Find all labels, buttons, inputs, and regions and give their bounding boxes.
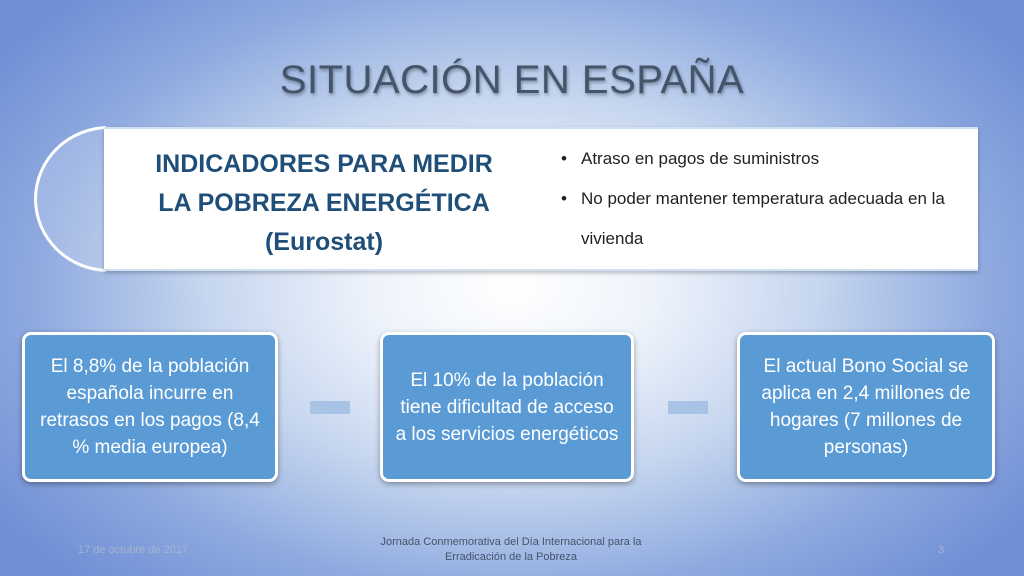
indicator-item: • No poder mantener temperatura adecuada en la vivienda <box>559 179 969 259</box>
indicators-heading-line-2: LA POBREZA ENERGÉTICA <box>158 189 490 217</box>
connector-dash <box>310 401 350 414</box>
indicator-item: • Atraso en pagos de suministros <box>559 139 969 179</box>
stat-box-access-difficulty <box>380 332 634 482</box>
footer-event-line-2: Erradicación de la Pobreza <box>444 551 578 563</box>
slide-number: 3 <box>938 544 945 556</box>
connector-dash <box>668 401 708 414</box>
stat-box-payment-delays <box>22 332 278 482</box>
indicators-panel <box>104 127 978 271</box>
indicators-list <box>559 139 969 259</box>
stat-box-text: El 8,8% de la población española incurre en retrasos en los pagos (8,4 % media europea) <box>40 356 260 458</box>
stat-box-text: El 10% de la población tiene dificultad de acceso a los servicios energéticos <box>395 369 619 445</box>
footer-event-line-1: Jornada Conmemorativa del Día Internacional para la <box>380 536 642 548</box>
footer-date: 17 de octubre de 2017 <box>78 544 189 556</box>
stat-box-text: El actual Bono Social se aplica en 2,4 millones de hogares (7 millones de personas) <box>761 356 971 458</box>
slide-title: SITUACIÓN EN ESPAÑA <box>279 58 745 102</box>
stat-box-social-bonus <box>737 332 995 482</box>
footer-event <box>360 535 662 565</box>
indicators-heading-line-1: INDICADORES PARA MEDIR <box>155 150 493 178</box>
indicators-heading-line-3: (Eurostat) <box>264 228 384 256</box>
indicators-heading <box>104 145 544 262</box>
